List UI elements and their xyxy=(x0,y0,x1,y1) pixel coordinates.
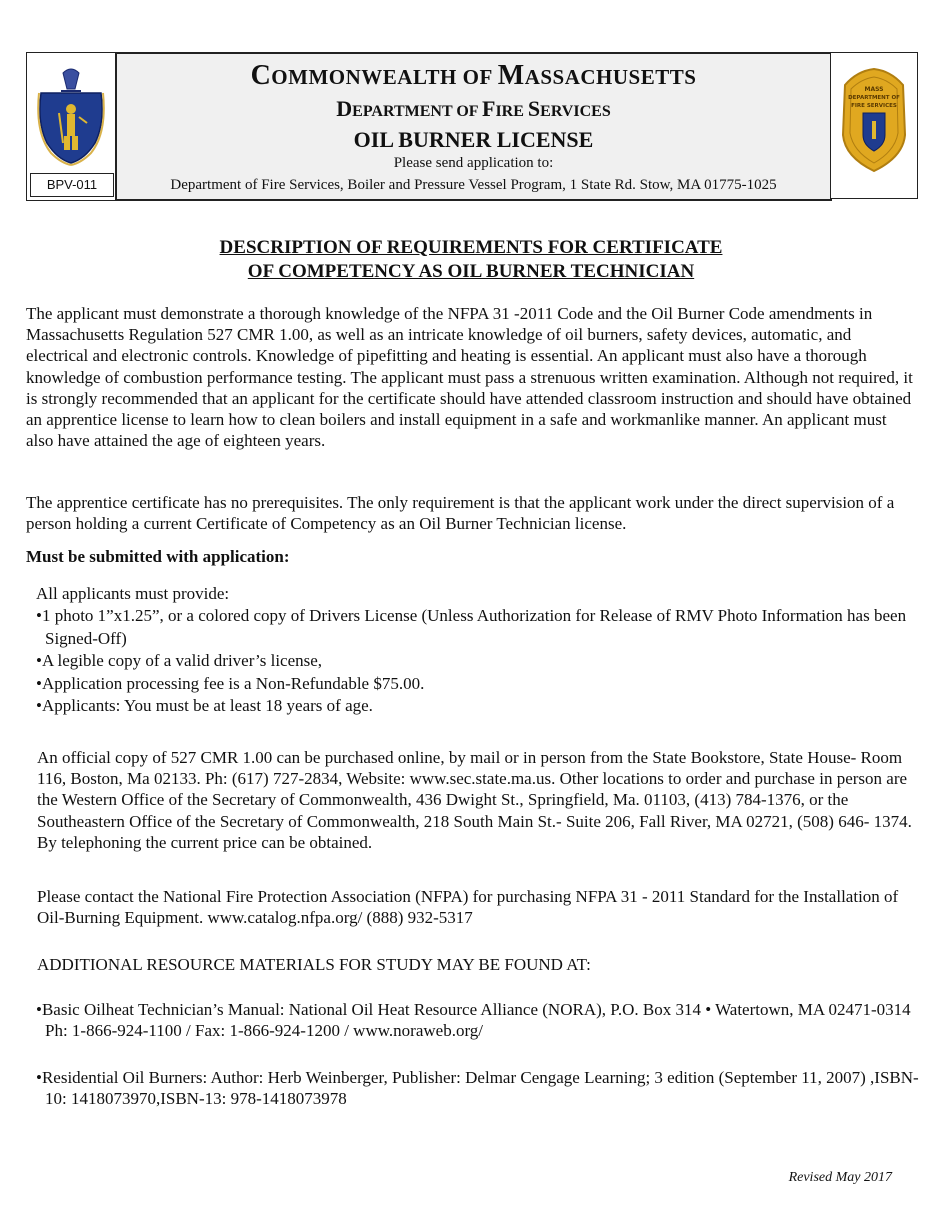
svg-text:DEPARTMENT OF: DEPARTMENT OF xyxy=(848,95,900,101)
send-to-label: Please send application to: xyxy=(393,155,554,171)
list-item: •1 photo 1”x1.25”, or a colored copy of Drivers License (Unless Authorization for Release of RMV Photo Information has been Signed-Off) xyxy=(36,606,907,648)
department-title: DEPARTMENT OF FIRE SERVICES xyxy=(336,96,611,121)
massachusetts-seal-icon xyxy=(33,63,109,167)
fire-services-badge-box xyxy=(830,52,918,199)
cmr-purchase-paragraph: An official copy of 527 CMR 1.00 can be purchased online, by mail or in person from the State Bookstore, State House- Room 116, Boston, Ma 02133. Ph: (617) 727-2834, Website: www.sec.state.ma.us. Other locations to order and purchase in person are the Western Office of the Secretary of Commonwealth, 436 Dwight St., Springfield, Ma. 01103, (413) 784-1376, or the Southeastern Office of the Secretary of Commonwealth, 218 South Main St.- Suite 206, Fall River, MA 02721, (508) 646- 1374. By telephoning the current price can be obtained. xyxy=(37,748,912,852)
heading-line-2: OF COMPETENCY AS OIL BURNER TECHNICIAN xyxy=(247,261,695,282)
resource-item-nora: •Basic Oilheat Technician’s Manual: National Oil Heat Resource Alliance (NORA), P.O. Box 314 • Watertown, MA 02471-0314 Ph: 1-866-924-1100 / Fax: 1-866-924-1200 / www.noraweb.org/ xyxy=(36,1000,911,1041)
requirements-heading xyxy=(0,236,942,284)
license-title: OIL BURNER LICENSE xyxy=(353,127,594,152)
nfpa-contact-paragraph: Please contact the National Fire Protection Association (NFPA) for purchasing NFPA 31 - 2011 Standard for the Installation of Oil-Burning Equipment. www.catalog.nfpa.org/ (888) 932-5317 xyxy=(37,887,899,928)
requirements-paragraph: The applicant must demonstrate a thorough knowledge of the NFPA 31 -2011 Code and the Oil Burner Code amendments in Massachusetts Regulation 527 CMR 1.00, as well as an intricate knowledge of oil burners, safety devices, automatic, and electrical and electronic controls. Knowledge of pipefitting and heating is essential. An applicant must also have a thorough knowledge of combustion performance testing. The applicant must pass a strenuous written examination. Although not required, it is strongly recommended that an applicant for the certificate should have attended classroom instruction and should have obtained an apprentice license to learn how to clean boilers and install equipment in a safe and workmanlike manner. An applicant must also have attained the age of eighteen years. xyxy=(26,304,913,451)
document-header xyxy=(26,52,917,200)
svg-text:FIRE SERVICES: FIRE SERVICES xyxy=(851,103,897,109)
svg-text:MASS: MASS xyxy=(864,86,884,93)
apprentice-paragraph: The apprentice certificate has no prerequisites. The only requirement is that the applicant work under the direct supervision of a person holding a current Certificate of Competency as an Oil Burner Technician license. xyxy=(26,493,895,534)
heading-line-1: DESCRIPTION OF REQUIREMENTS FOR CERTIFICATE xyxy=(219,237,723,258)
list-intro: All applicants must provide: xyxy=(36,584,230,603)
list-item: •Application processing fee is a Non-Refundable $75.00. xyxy=(36,673,425,693)
must-submit-heading: Must be submitted with application: xyxy=(26,547,290,566)
commonwealth-title: COMMONWEALTH OF MASSACHUSETTS xyxy=(250,60,697,91)
list-item: •Applicants: You must be at least 18 years of age. xyxy=(36,696,373,716)
mailing-address: Department of Fire Services, Boiler and Pressure Vessel Program, 1 State Rd. Stow, MA 01775-1025 xyxy=(170,177,777,193)
fire-services-badge-icon xyxy=(837,67,911,179)
title-block xyxy=(115,52,832,201)
resource-item-book: •Residential Oil Burners: Author: Herb Weinberger, Publisher: Delmar Cengage Learning; 3 edition (September 11, 2007) ,ISBN-10: 1418073970,ISBN-13: 978-1418073978 xyxy=(36,1068,919,1109)
form-code-label: BPV-011 xyxy=(30,173,114,197)
revised-date: Revised May 2017 xyxy=(788,1170,892,1185)
application-requirements-list xyxy=(36,583,926,717)
resources-heading: ADDITIONAL RESOURCE MATERIALS FOR STUDY MAY BE FOUND AT: xyxy=(37,955,591,974)
list-item: •A legible copy of a valid driver’s license, xyxy=(36,651,323,671)
